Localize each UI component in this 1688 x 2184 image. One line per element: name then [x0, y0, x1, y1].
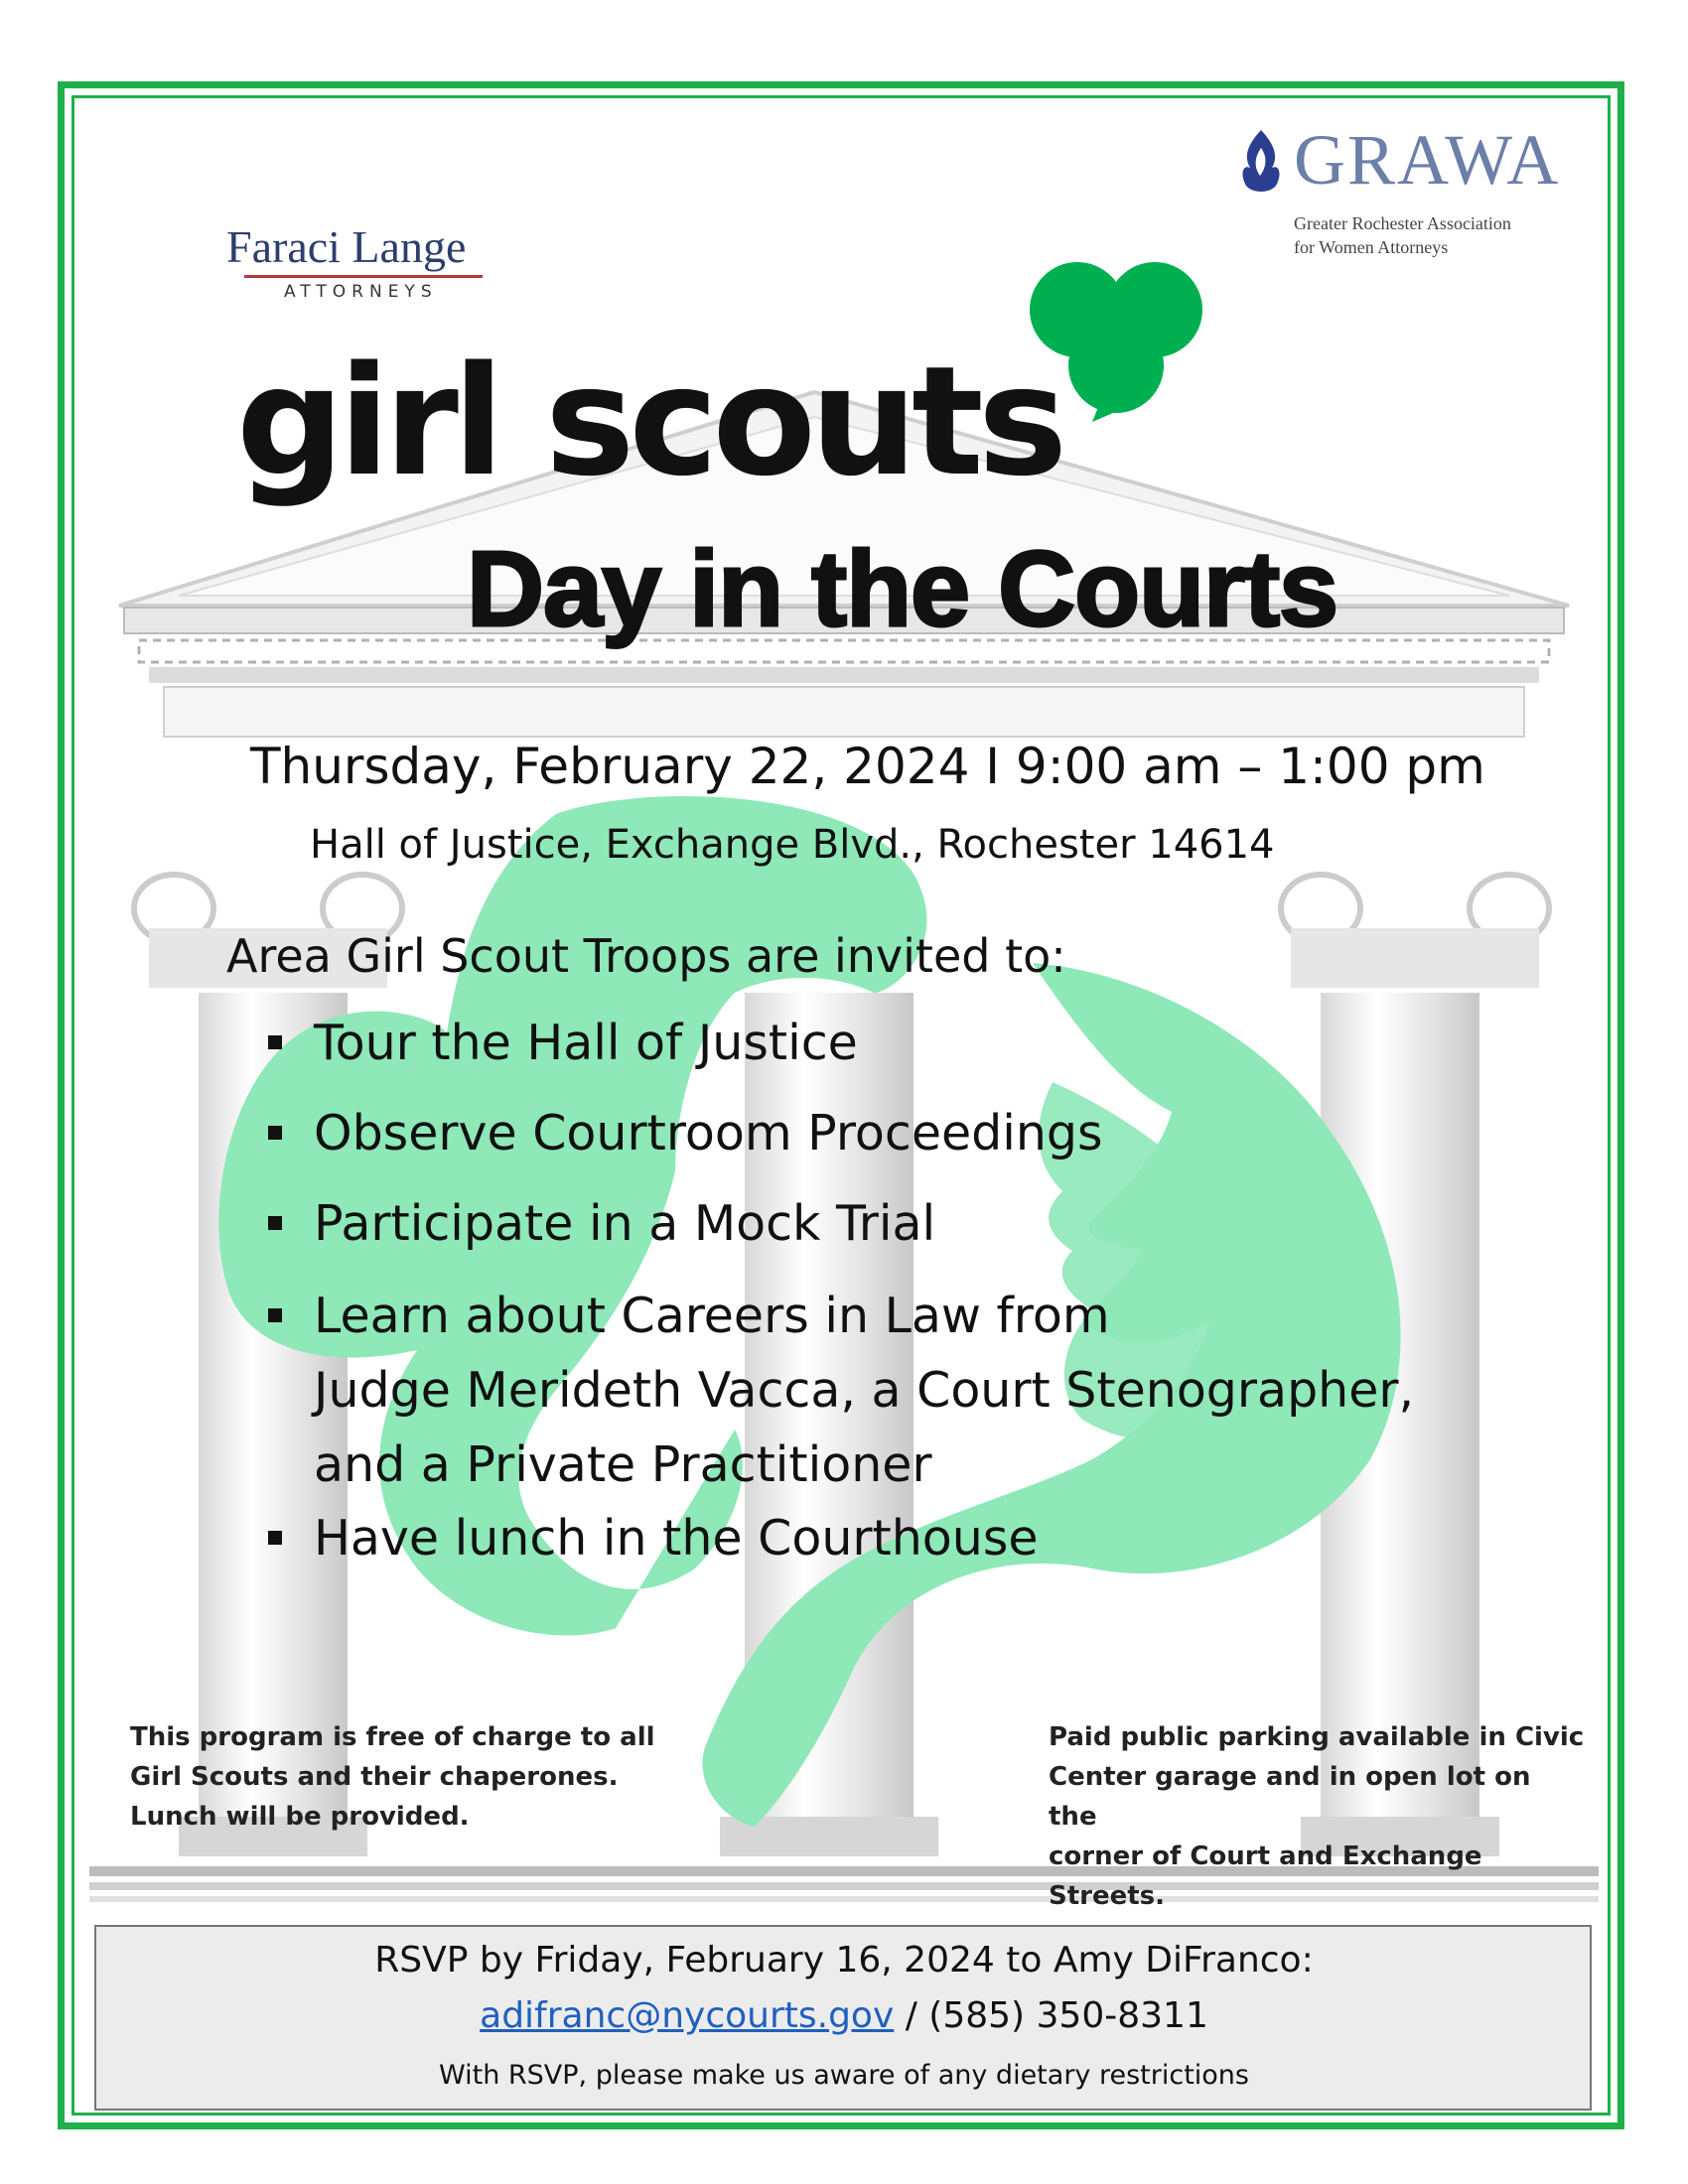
faraci-lange-rule	[244, 275, 483, 278]
list-item-text: Learn about Careers in Law from	[314, 1288, 1110, 1344]
note-line: Paid public parking available in Civic	[1049, 1722, 1585, 1752]
event-date-time: Thursday, February 22, 2024 I 9:00 am – 1:00 pm	[250, 738, 1485, 795]
rsvp-email-link[interactable]: adifranc@nycourts.gov	[480, 1995, 895, 2036]
list-item-text: Participate in a Mock Trial	[314, 1195, 936, 1252]
flame-icon	[1236, 128, 1286, 196]
bullet-square-icon	[268, 1308, 282, 1322]
rsvp-phone: (585) 350-8311	[928, 1995, 1208, 2036]
note-line: This program is free of charge to all	[130, 1722, 655, 1752]
list-item	[268, 1186, 935, 1261]
headline-girl-scouts: girl scouts	[236, 334, 1062, 509]
note-line: corner of Court and Exchange Streets.	[1049, 1842, 1482, 1911]
grawa-wordmark: GRAWA	[1294, 120, 1561, 200]
list-item-text: Observe Courtroom Proceedings	[314, 1105, 1103, 1161]
bullet-square-icon	[268, 1035, 282, 1049]
faraci-lange-logo	[226, 220, 483, 302]
invite-heading: Area Girl Scout Troops are invited to:	[226, 929, 1066, 983]
faraci-lange-tagline: ATTORNEYS	[284, 282, 438, 302]
bullet-square-icon	[268, 1531, 282, 1545]
list-item	[268, 1006, 858, 1080]
bullet-square-icon	[268, 1216, 282, 1230]
note-line: Girl Scouts and their chaperones.	[130, 1762, 619, 1792]
grawa-line1: Greater Rochester Association	[1294, 213, 1511, 233]
rsvp-dietary-note: With RSVP, please make us aware of any dietary restrictions	[439, 2060, 1249, 2091]
rsvp-contact	[0, 1993, 1688, 2039]
list-item	[268, 1501, 1039, 1575]
rsvp-separator: /	[894, 1995, 929, 2036]
free-program-note	[130, 1717, 686, 1837]
bullet-square-icon	[268, 1126, 282, 1140]
event-location: Hall of Justice, Exchange Blvd., Rochester 14614	[310, 822, 1275, 868]
list-item-text: Tour the Hall of Justice	[314, 1015, 858, 1071]
list-item-text: Have lunch in the Courthouse	[314, 1510, 1039, 1567]
grawa-fullname	[1294, 211, 1592, 259]
grawa-line2: for Women Attorneys	[1294, 237, 1449, 257]
faraci-lange-name: Faraci Lange	[226, 221, 467, 272]
careers-line3: and a Private Practitioner	[314, 1436, 932, 1493]
note-line: Lunch will be provided.	[130, 1802, 470, 1832]
note-line: Center garage and in open lot on the	[1049, 1762, 1531, 1832]
careers-line2: Judge Merideth Vacca, a Court Stenographer,	[314, 1362, 1415, 1419]
parking-note	[1049, 1717, 1585, 1916]
list-item	[268, 1096, 1103, 1170]
headline-day-in-courts: Day in the Courts	[467, 528, 1338, 648]
rsvp-deadline: RSVP by Friday, February 16, 2024 to Amy DiFranco:	[374, 1940, 1314, 1980]
list-item-careers	[268, 1279, 1414, 1502]
